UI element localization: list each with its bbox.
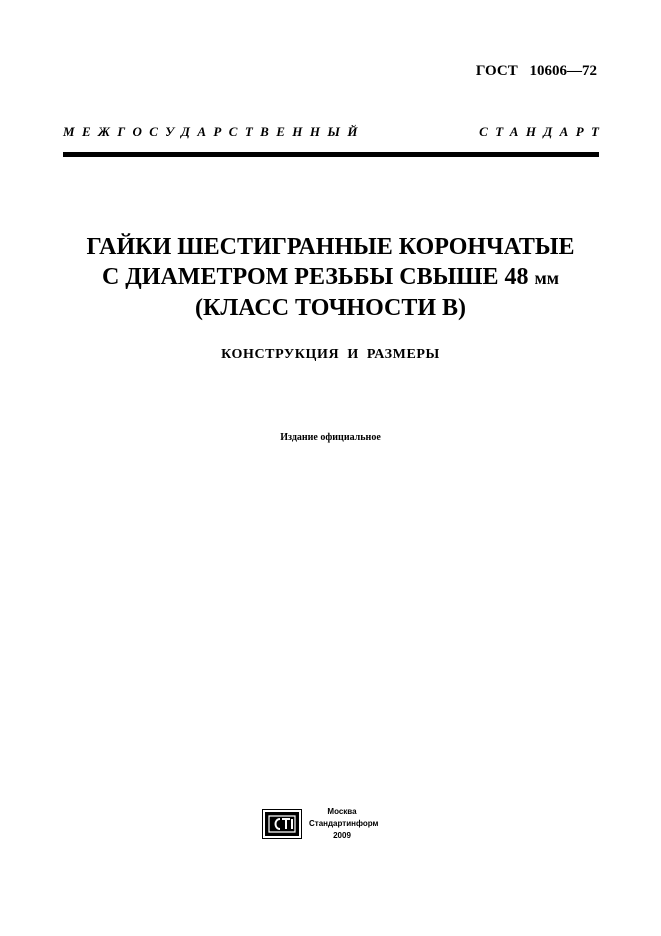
title-line-1: ГАЙКИ ШЕСТИГРАННЫЕ КОРОНЧАТЫЕ: [86, 234, 575, 260]
document-title: [0, 232, 661, 323]
publisher-city: Москва: [327, 807, 357, 816]
standard-prefix: ГОСТ: [475, 63, 518, 79]
interstate-standard-header: [63, 124, 607, 140]
edition-note: Издание официальное: [280, 432, 381, 443]
publisher-block: [262, 806, 379, 842]
title-line-2-main: С ДИАМЕТРОМ РЕЗЬБЫ СВЫШЕ 48: [101, 264, 529, 290]
header-right-text: СТАНДАРТ: [479, 124, 607, 139]
header-left-text: МЕЖГОСУДАРСТВЕННЫЙ: [63, 124, 365, 139]
publisher-text: [309, 806, 379, 842]
standard-number: 10606—72: [529, 63, 597, 79]
standard-designation: [476, 63, 597, 80]
standartinform-logo-icon: [262, 809, 302, 839]
title-line-3: (КЛАСС ТОЧНОСТИ В): [194, 295, 467, 321]
header-divider: [63, 152, 599, 157]
title-line-2: [0, 262, 661, 293]
publisher-year: 2009: [333, 831, 351, 840]
publisher-name: Стандартинформ: [309, 819, 379, 828]
title-line-2-unit: мм: [534, 268, 560, 288]
document-subtitle: КОНСТРУКЦИЯ И РАЗМЕРЫ: [221, 347, 440, 362]
